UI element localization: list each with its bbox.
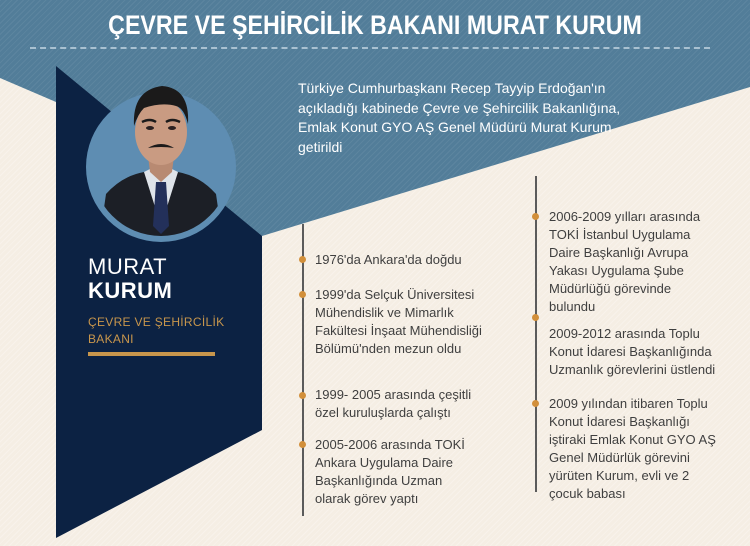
portrait-photo-icon xyxy=(92,76,230,236)
timeline-item: 1976'da Ankara'da doğdu xyxy=(315,252,462,267)
timeline-dot-icon xyxy=(299,256,306,263)
page-title: ÇEVRE VE ŞEHİRCİLİK BAKANI MURAT KURUM xyxy=(108,10,642,40)
dashed-divider xyxy=(30,47,710,49)
gold-accent-bar xyxy=(88,352,215,356)
timeline-dot-icon xyxy=(299,441,306,448)
timeline-dot-icon xyxy=(299,392,306,399)
timeline-right-line xyxy=(535,176,537,492)
timeline-dot-icon xyxy=(532,213,539,220)
timeline-item: 1999'da Selçuk Üniversitesi Mühendislik ve Mimarlık Fakültesi İnşaat Mühendisliği Bölümü'nden mezun oldu xyxy=(315,287,482,356)
timeline-left-line xyxy=(302,224,304,516)
timeline-item: 2009-2012 arasında Toplu Konut İdaresi Başkanlığında Uzmanlık görevlerini üstlendi xyxy=(549,326,716,377)
timeline-dot-icon xyxy=(299,291,306,298)
intro-text: Türkiye Cumhurbaşkanı Recep Tayyip Erdoğan'ın açıkladığı kabinede Çevre ve Şehircilik Bakanlığına, Emlak Konut GYO AŞ Genel Müdürü Murat Kurum getirildi xyxy=(298,80,621,155)
timeline-dot-icon xyxy=(532,314,539,321)
timeline-dot-icon xyxy=(532,400,539,407)
timeline-item: 1999- 2005 arasında çeşitli özel kuruluşlarda çalıştı xyxy=(315,387,472,420)
timeline-item: 2009 yılından itibaren Toplu Konut İdaresi Başkanlığı iştiraki Emlak Konut GYO AŞ Genel Müdürlük görevini yürüten Kurum, evli ve 2 çocuk babası xyxy=(549,396,716,501)
timeline-item: 2006-2009 yılları arasında TOKİ İstanbul Uygulama Daire Başkanlığı Avrupa Yakası Uygulama Şube Müdürlüğü görevinde bulundu xyxy=(549,209,701,314)
profile-last-name: KURUM xyxy=(88,278,173,303)
timeline-item: 2005-2006 arasında TOKİ Ankara Uygulama Daire Başkanlığında Uzman olarak görev yaptı xyxy=(315,437,465,506)
profile-role: ÇEVRE VE ŞEHİRCİLİK BAKANI xyxy=(88,315,225,346)
profile-first-name: MURAT xyxy=(88,254,168,279)
